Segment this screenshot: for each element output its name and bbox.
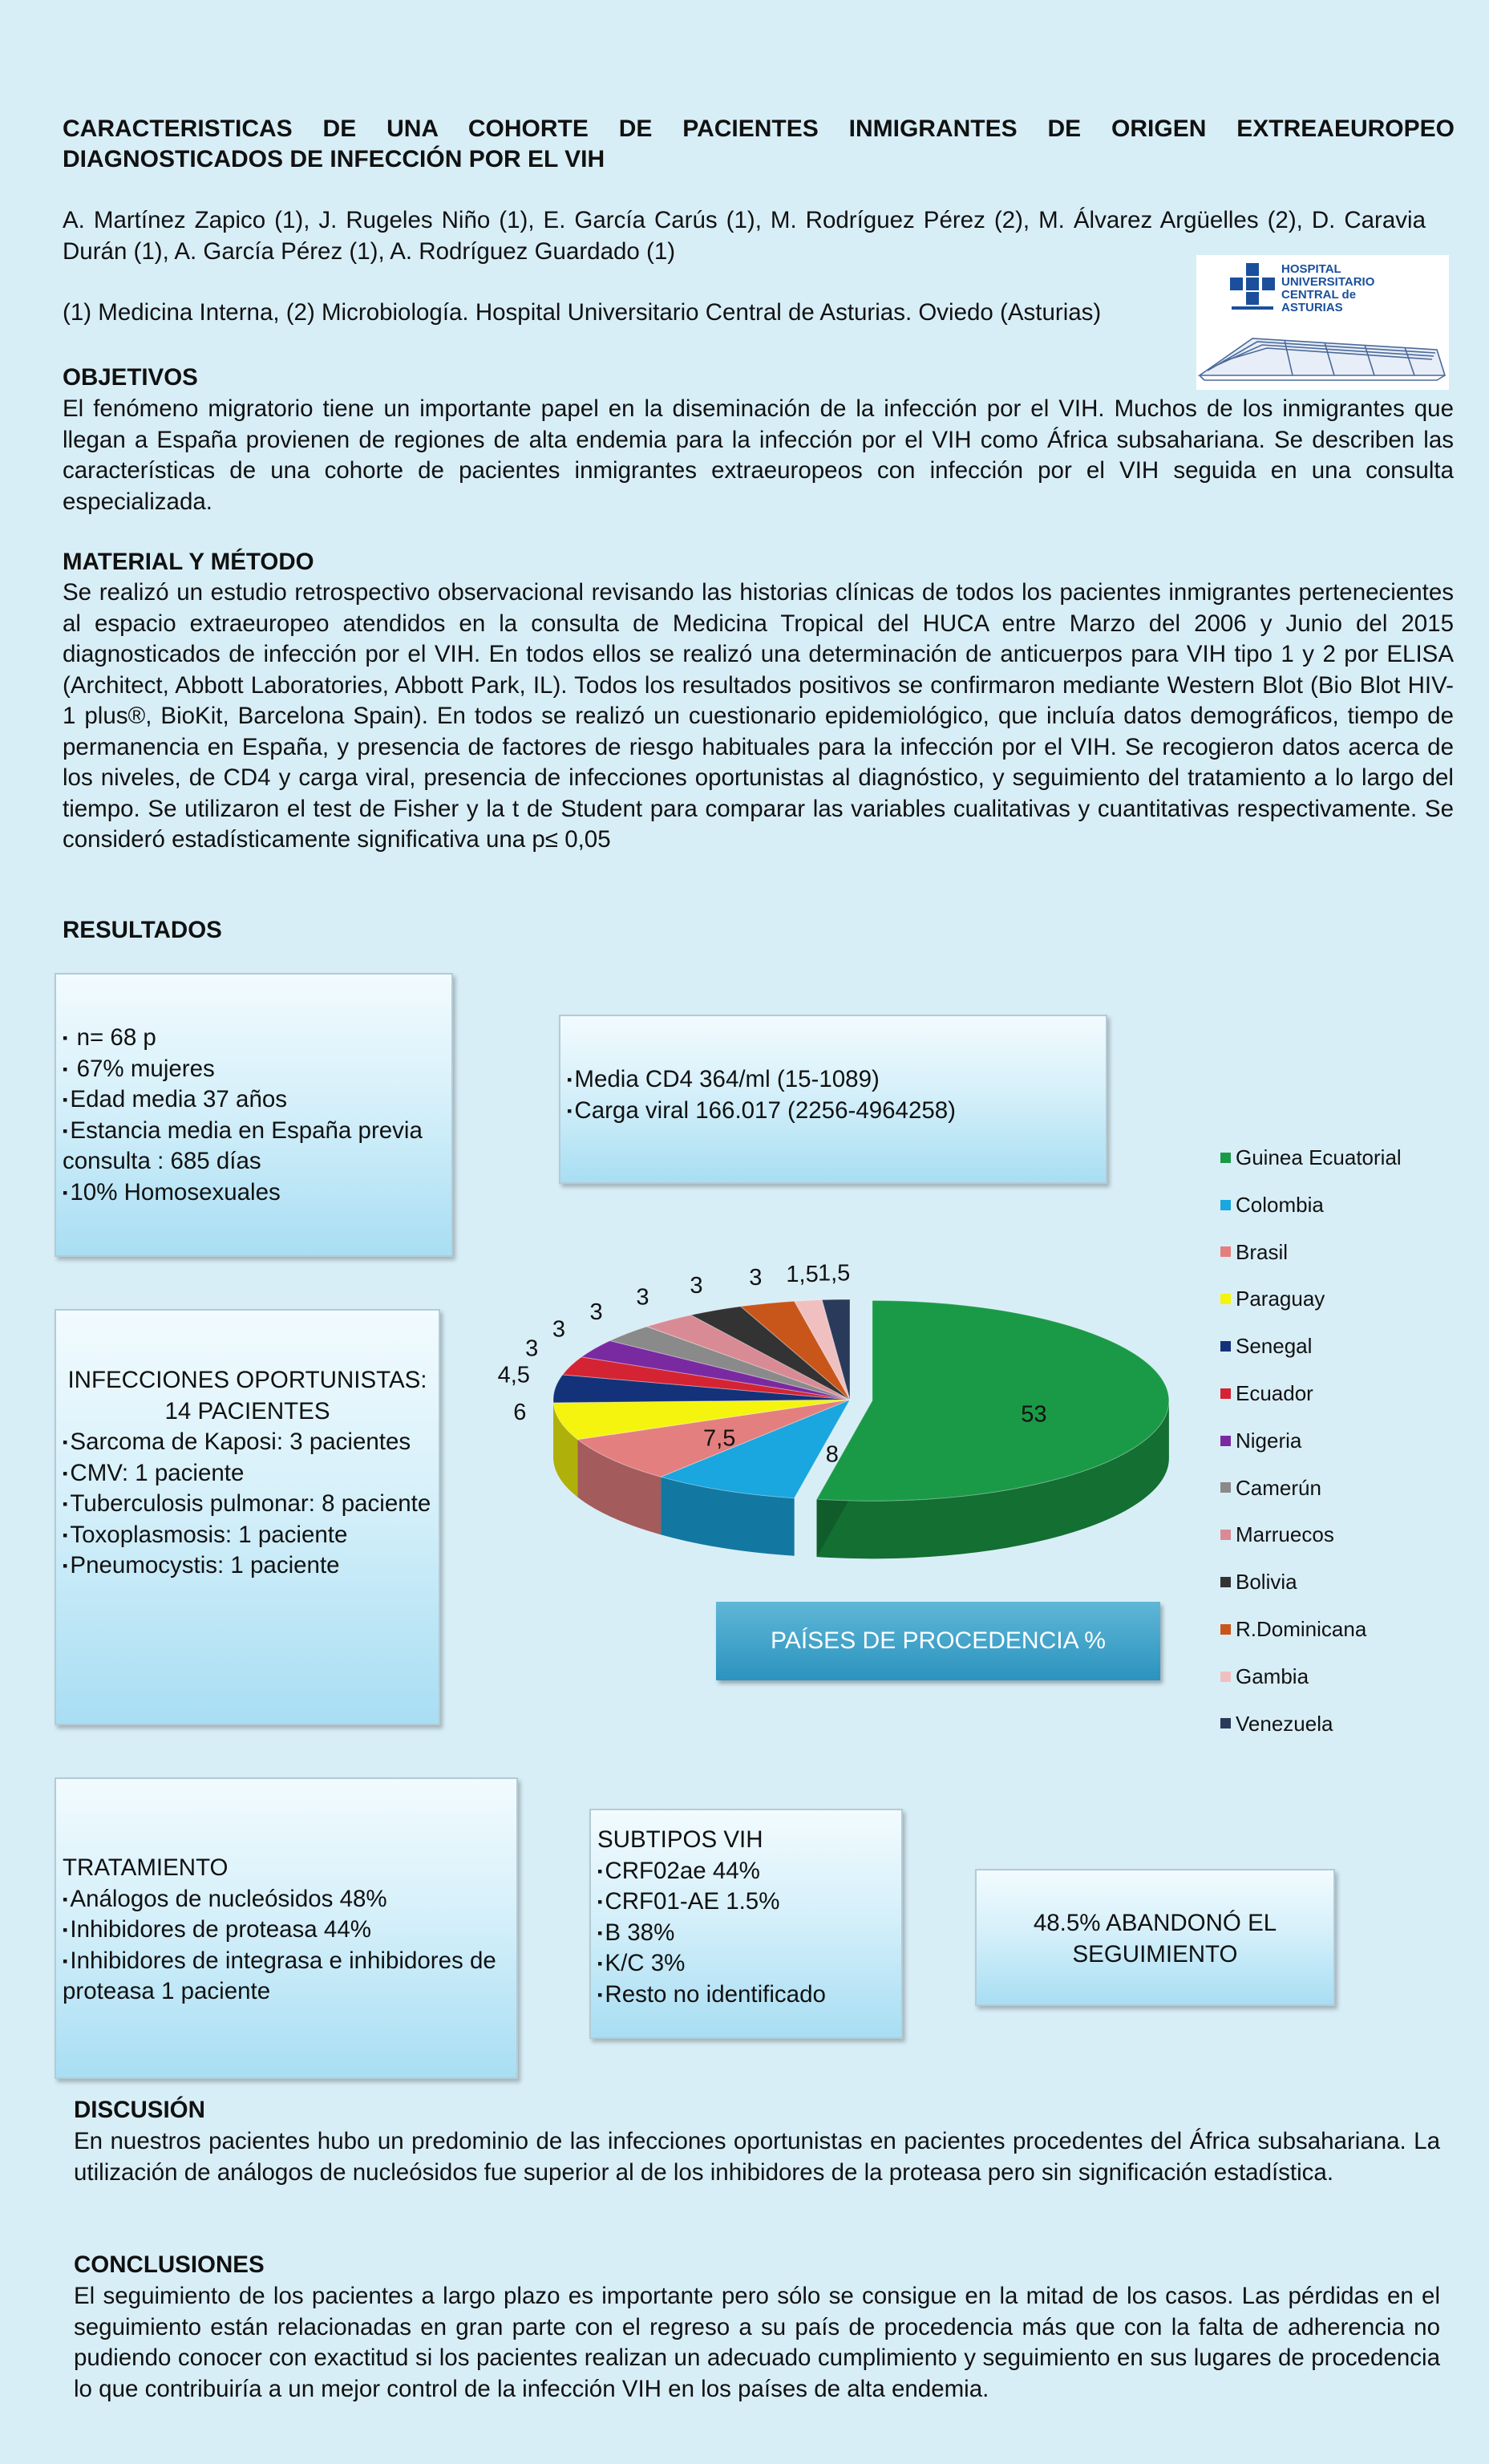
list-item (597, 1856, 895, 1887)
bullet: ▪ (597, 1862, 603, 1879)
pie-data-label: 3 (525, 1335, 539, 1362)
poster-title (63, 114, 1455, 175)
text: Inhibidores de proteasa 44% (70, 1916, 371, 1943)
pie-data-label: 1,5 (786, 1261, 819, 1287)
infecciones-title: INFECCIONES OPORTUNISTAS: 14 PACIENTES (67, 1367, 427, 1424)
text: Carga viral 166.017 (2256-4964258) (574, 1096, 956, 1124)
abandono-box (975, 1869, 1335, 2006)
legend-item (1220, 1700, 1402, 1748)
pie-data-label: 6 (513, 1400, 527, 1426)
legend-swatch (1220, 1718, 1231, 1728)
logo-text-3: CENTRAL de (1281, 288, 1357, 302)
metodo-heading: MATERIAL Y MÉTODO (63, 549, 314, 575)
bullet: ▪ (63, 1060, 68, 1077)
pie-chart (465, 1259, 1219, 1596)
hospital-logo (1196, 255, 1449, 390)
legend-label: Colombia (1236, 1192, 1324, 1217)
bullet: ▪ (63, 1122, 68, 1139)
legend-label: Brasil (1236, 1239, 1289, 1264)
legend-item (1220, 1134, 1402, 1181)
legend-label: Camerún (1236, 1475, 1321, 1500)
text: Pneumocystis: 1 paciente (70, 1552, 340, 1578)
list-item (597, 1948, 895, 1980)
title-line-2: DIAGNOSTICADOS DE INFECCIÓN POR EL VIH (63, 146, 605, 172)
legend-swatch (1220, 1672, 1231, 1682)
list-item (597, 1918, 895, 1949)
legend-item (1220, 1181, 1402, 1229)
legend-swatch (1220, 1200, 1231, 1210)
pie-data-label: 3 (690, 1273, 703, 1299)
bullet: ▪ (63, 1434, 68, 1450)
title-line-1: CARACTERISTICAS DE UNA COHORTE DE PACIENTES INMIGRANTES DE ORIGEN EXTREAEUROPEO (63, 116, 1455, 142)
text: 67% mujeres (76, 1055, 215, 1082)
bullet: ▪ (63, 1526, 68, 1543)
tratamiento-box (55, 1777, 518, 2079)
text: CMV: 1 paciente (70, 1459, 245, 1486)
legend-item (1220, 1511, 1402, 1558)
pie-data-label: 8 (825, 1441, 839, 1468)
logo-text-1: HOSPITAL (1281, 262, 1341, 276)
legend-item (1220, 1229, 1402, 1276)
resultados-heading: RESULTADOS (63, 917, 222, 943)
list-item (567, 1096, 1099, 1127)
list-item (63, 1489, 432, 1520)
chart-title: PAÍSES DE PROCEDENCIA % (716, 1602, 1160, 1680)
text: CRF01-AE 1.5% (605, 1888, 780, 1915)
text: K/C 3% (605, 1950, 686, 1976)
legend-swatch (1220, 1153, 1231, 1163)
legend-label: R.Dominicana (1236, 1616, 1367, 1641)
list-item (63, 1946, 510, 2008)
legend-swatch (1220, 1294, 1231, 1304)
metodo-text: Se realizó un estudio retrospectivo observacional revisando las historias clínicas de todos los pacientes inmigrantes pertenecientes al espacio extraeuropeo atendidos en la consulta de Medicina Tropical del HUCA entre Marzo del 2006 y Junio del 2015 diagnosticados de infección por el VIH. En todos ellos se realizó una determinación de anticuerpos para VIH tipo 1 y 2 por ELISA (Architect, Abbott Laboratories, Abbott Park, IL). Todos los resultados positivos se confirmaron mediante Western Blot (Bio Blot HIV-1 plus®, BioKit, Barcelona Spain). En todos se realizó un cuestionario epidemiológico, que incluía datos demográficos, tiempo de permanencia en España, y presencia de factores de riesgo habituales para la infección por el VIH. Se recogieron datos acerca de los niveles, de CD4 y carga viral, presencia de infecciones oportunistas al diagnóstico, y seguimiento del tratamiento a lo largo del tiempo. Se utilizaron el test de Fisher y la t de Student para comparar las variables cualitativas y cuantitativas respectivamente. Se consideró estadísticamente significativa una p≤ 0,05 (63, 579, 1454, 853)
list-item (63, 1884, 510, 1915)
legend-label: Bolivia (1236, 1570, 1297, 1595)
list-item (63, 1915, 510, 1946)
bullet: ▪ (63, 1465, 68, 1481)
logo-text-4: ASTURIAS (1281, 301, 1343, 314)
bullet: ▪ (63, 1558, 68, 1574)
objetivos-heading: OBJETIVOS (63, 364, 198, 391)
legend-item (1220, 1275, 1402, 1323)
pie-data-label: 1,5 (817, 1260, 851, 1287)
pie-data-label: 3 (589, 1299, 603, 1325)
list-item (597, 1980, 895, 2011)
pie-data-label: 3 (749, 1265, 763, 1291)
authors: A. Martínez Zapico (1), J. Rugeles Niño (1), E. García Carús (1), M. Rodríguez Pérez (2), M. Álvarez Argüelles (2), D. Caravia Durán (1), A. García Pérez (1), A. Rodríguez Guardado (1) (63, 207, 1426, 265)
discusion-text: En nuestros pacientes hubo un predominio de las infecciones oportunistas en pacientes procedentes del África subsahariana. La utilización de análogos de nucleósidos fue superior al de los inhibidores de la proteasa pero sin significación estadística. (74, 2128, 1440, 2186)
text: Media CD4 364/ml (15-1089) (574, 1066, 880, 1092)
list-item (63, 1177, 445, 1209)
legend-label: Ecuador (1236, 1380, 1313, 1405)
subtipos-title: SUBTIPOS VIH (597, 1826, 763, 1853)
text: B 38% (605, 1919, 675, 1946)
text: Inhibidores de integrasa e inhibidores de proteasa 1 paciente (63, 1947, 496, 2004)
list-item (63, 1023, 445, 1054)
legend-swatch (1220, 1482, 1231, 1493)
legend-label: Senegal (1236, 1334, 1313, 1359)
legend-label: Paraguay (1236, 1287, 1325, 1311)
legend-item (1220, 1606, 1402, 1653)
bullet: ▪ (63, 1030, 68, 1046)
conclusiones-text: El seguimiento de los pacientes a largo plazo es importante pero sólo se consigue en la mitad de los casos. Las pérdidas en el seguimiento están relacionadas en gran parte con el regreso a su país de procedencia más que con la falta de adherencia no pudiendo conocer con exactitud si los pacientes realizan un adecuado cumplimiento y seguimiento en sus lugares de procedencia lo que contribuiría a un mejor control de la infección VIH en los países de alta endemia. (74, 2283, 1440, 2402)
objetivos-text: El fenómeno migratorio tiene un importante papel en la diseminación de la infección por el VIH. Muchos de los inmigrantes que llegan a España provienen de regiones de alta endemia para la infección por el VIH como África subsahariana. Se describen las características de una cohorte de pacientes inmigrantes extraeuropeos con infección por el VIH seguida en una consulta especializada. (63, 395, 1454, 515)
text: Tuberculosis pulmonar: 8 paciente (70, 1490, 431, 1517)
text: Estancia media en España previa consulta : 685 días (63, 1116, 423, 1174)
legend-item (1220, 1323, 1402, 1370)
pie-data-label: 53 (1021, 1401, 1047, 1428)
subtipos-box (589, 1809, 903, 2039)
text: Resto no identificado (605, 1980, 826, 2008)
bullet: ▪ (63, 1891, 68, 1907)
legend-label: Marruecos (1236, 1522, 1334, 1547)
list-item (63, 1054, 445, 1085)
logo-text-2: UNIVERSITARIO (1281, 275, 1375, 289)
text: CRF02ae 44% (605, 1857, 760, 1884)
legend-swatch (1220, 1388, 1231, 1399)
list-item (63, 1116, 445, 1177)
text: Toxoplasmosis: 1 paciente (70, 1521, 348, 1548)
legend-item (1220, 1558, 1402, 1606)
text: 10% Homosexuales (70, 1178, 281, 1206)
legend-label: Venezuela (1236, 1711, 1333, 1736)
cd4-box (559, 1015, 1107, 1184)
bullet: ▪ (63, 1184, 68, 1201)
discusion-heading: DISCUSIÓN (74, 2097, 205, 2123)
legend-label: Guinea Ecuatorial (1236, 1145, 1402, 1169)
legend-swatch (1220, 1436, 1231, 1446)
bullet: ▪ (63, 1496, 68, 1512)
list-item (597, 1886, 895, 1918)
list-item (63, 1550, 432, 1582)
legend-label: Nigeria (1236, 1428, 1302, 1453)
bullet: ▪ (63, 1952, 68, 1969)
bullet: ▪ (597, 1894, 603, 1910)
list-item (63, 1520, 432, 1551)
text: Edad media 37 años (70, 1086, 288, 1112)
pie-data-label: 7,5 (703, 1425, 736, 1452)
legend-swatch (1220, 1577, 1231, 1587)
abandono-text: 48.5% ABANDONÓ EL SEGUIMIENTO (1033, 1910, 1277, 1968)
pie-data-label: 3 (636, 1284, 649, 1311)
legend-swatch (1220, 1246, 1231, 1257)
bullet: ▪ (597, 1955, 603, 1972)
legend-swatch (1220, 1624, 1231, 1635)
infecciones-box (55, 1309, 440, 1725)
pie-data-label: 4,5 (497, 1362, 530, 1388)
list-item (567, 1064, 1099, 1096)
legend-swatch (1220, 1530, 1231, 1540)
hospital-logo-graphic (1196, 255, 1449, 390)
affiliation: (1) Medicina Interna, (2) Microbiología. Hospital Universitario Central de Asturias. Oviedo (Asturias) (63, 299, 1102, 326)
text: Sarcoma de Kaposi: 3 pacientes (70, 1429, 411, 1455)
tratamiento-title: TRATAMIENTO (63, 1854, 229, 1881)
conclusiones-heading: CONCLUSIONES (74, 2251, 265, 2278)
chart-legend (1220, 1134, 1402, 1747)
bullet: ▪ (567, 1072, 573, 1088)
list-item (63, 1427, 432, 1458)
legend-item (1220, 1653, 1402, 1700)
legend-item (1220, 1370, 1402, 1417)
text: Análogos de nucleósidos 48% (70, 1885, 387, 1912)
list-item (63, 1084, 445, 1116)
bullet: ▪ (567, 1102, 573, 1119)
legend-item (1220, 1465, 1402, 1512)
pie-data-label: 3 (552, 1316, 566, 1343)
list-item (63, 1458, 432, 1489)
demographics-box (55, 973, 453, 1257)
bullet: ▪ (63, 1922, 68, 1938)
legend-swatch (1220, 1341, 1231, 1352)
text: n= 68 p (76, 1024, 156, 1051)
bullet: ▪ (63, 1092, 68, 1108)
legend-label: Gambia (1236, 1664, 1309, 1688)
legend-item (1220, 1417, 1402, 1465)
bullet: ▪ (597, 1986, 603, 2003)
bullet: ▪ (597, 1924, 603, 1941)
